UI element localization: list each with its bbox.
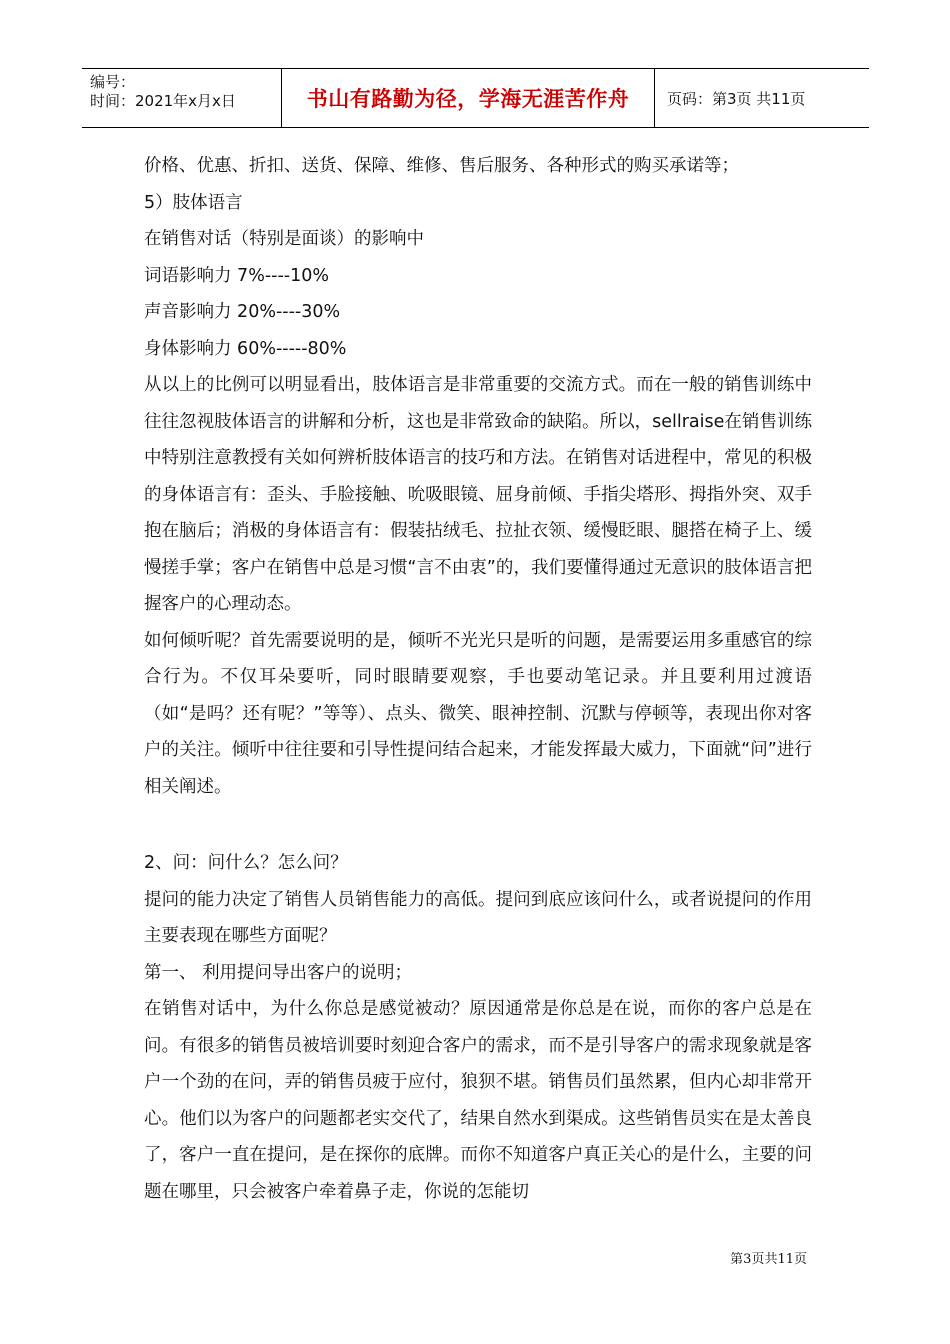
- paragraph: 5）肢体语言: [144, 192, 243, 213]
- paragraph: 从以上的比例可以明显看出，肢体语言是非常重要的交流方式。而在一般的销售训练中往往忽视肢体语言的讲解和分析，这也是非常致命的缺陷。所以，sellraise在销售训练中特别注意教授有关如何辨析肢体语言的技巧和方法。在销售对话进程中，常见的积极的身体语言有：歪头、手脸接触、吮吸眼镜、屈身前倾、手指尖塔形、拇指外突、双手抱在脑后；消极的身体语言有：假装拈绒毛、拉扯衣领、缓慢眨眼、腿搭在椅子上、缓慢搓手掌；客户在销售中总是习惯“言不由衷”的，我们要懂得通过无意识的肢体语言把握客户的心理动态。: [144, 375, 812, 614]
- section-heading: 2、问：问什么？怎么问？: [144, 853, 348, 873]
- paragraph: 如何倾听呢？首先需要说明的是，倾听不光光只是听的问题，是需要运用多重感官的综合行为。不仅耳朵要听，同时眼睛要观察，手也要动笔记录。并且要利用过渡语（如“是吗？还有呢？”等等）、点头、微笑、眼神控制、沉默与停顿等，表现出你对客户的关注。倾听中往往要和引导性提问结合起来，才能发挥最大威力，下面就“问”进行相关阐述。: [144, 630, 812, 797]
- header-motto: 书山有路勤为径，学海无涯苦作舟: [282, 69, 655, 127]
- paragraph-gap: [144, 805, 812, 845]
- date-label: 时间：2021年x月x日: [90, 92, 236, 110]
- header-page-label: 页码：第3页 共11页: [667, 89, 806, 108]
- page-footer: 第3页共11页: [730, 1252, 807, 1267]
- paragraph: 在销售对话中，为什么你总是感觉被动？原因通常是你总是在说，而你的客户总是在问。有很多的销售员被培训要时刻迎合客户的需求，而不是引导客户的需求现象就是客户一个劲的在问，弄的销售员疲于应付，狼狈不堪。销售员们虽然累，但内心却非常开心。他们以为客户的问题都老实交代了，结果自然水到渠成。这些销售员实在是太善良了，客户一直在提问，是在探你的底牌。而你不知道客户真正关心的是什么，主要的问题在哪里，只会被客户牵着鼻子走，你说的怎能切: [144, 999, 812, 1202]
- paragraph: 第一、 利用提问导出客户的说明；: [144, 962, 413, 983]
- number-label: 编号：: [90, 73, 136, 91]
- paragraph: 身体影响力 60%-----80%: [144, 338, 347, 359]
- paragraph: 词语影响力 7%----10%: [144, 265, 329, 286]
- header-meta-cell: [82, 69, 282, 127]
- paragraph: 在销售对话（特别是面谈）的影响中: [144, 229, 424, 249]
- paragraph: 声音影响力 20%----30%: [144, 302, 341, 322]
- page-header: [82, 68, 869, 128]
- document-body: [144, 148, 812, 1210]
- paragraph: 提问的能力决定了销售人员销售能力的高低。提问到底应该问什么，或者说提问的作用主要表现在哪些方面呢？: [144, 889, 812, 946]
- paragraph: 价格、优惠、折扣、送货、保障、维修、售后服务、各种形式的购买承诺等；: [144, 156, 739, 176]
